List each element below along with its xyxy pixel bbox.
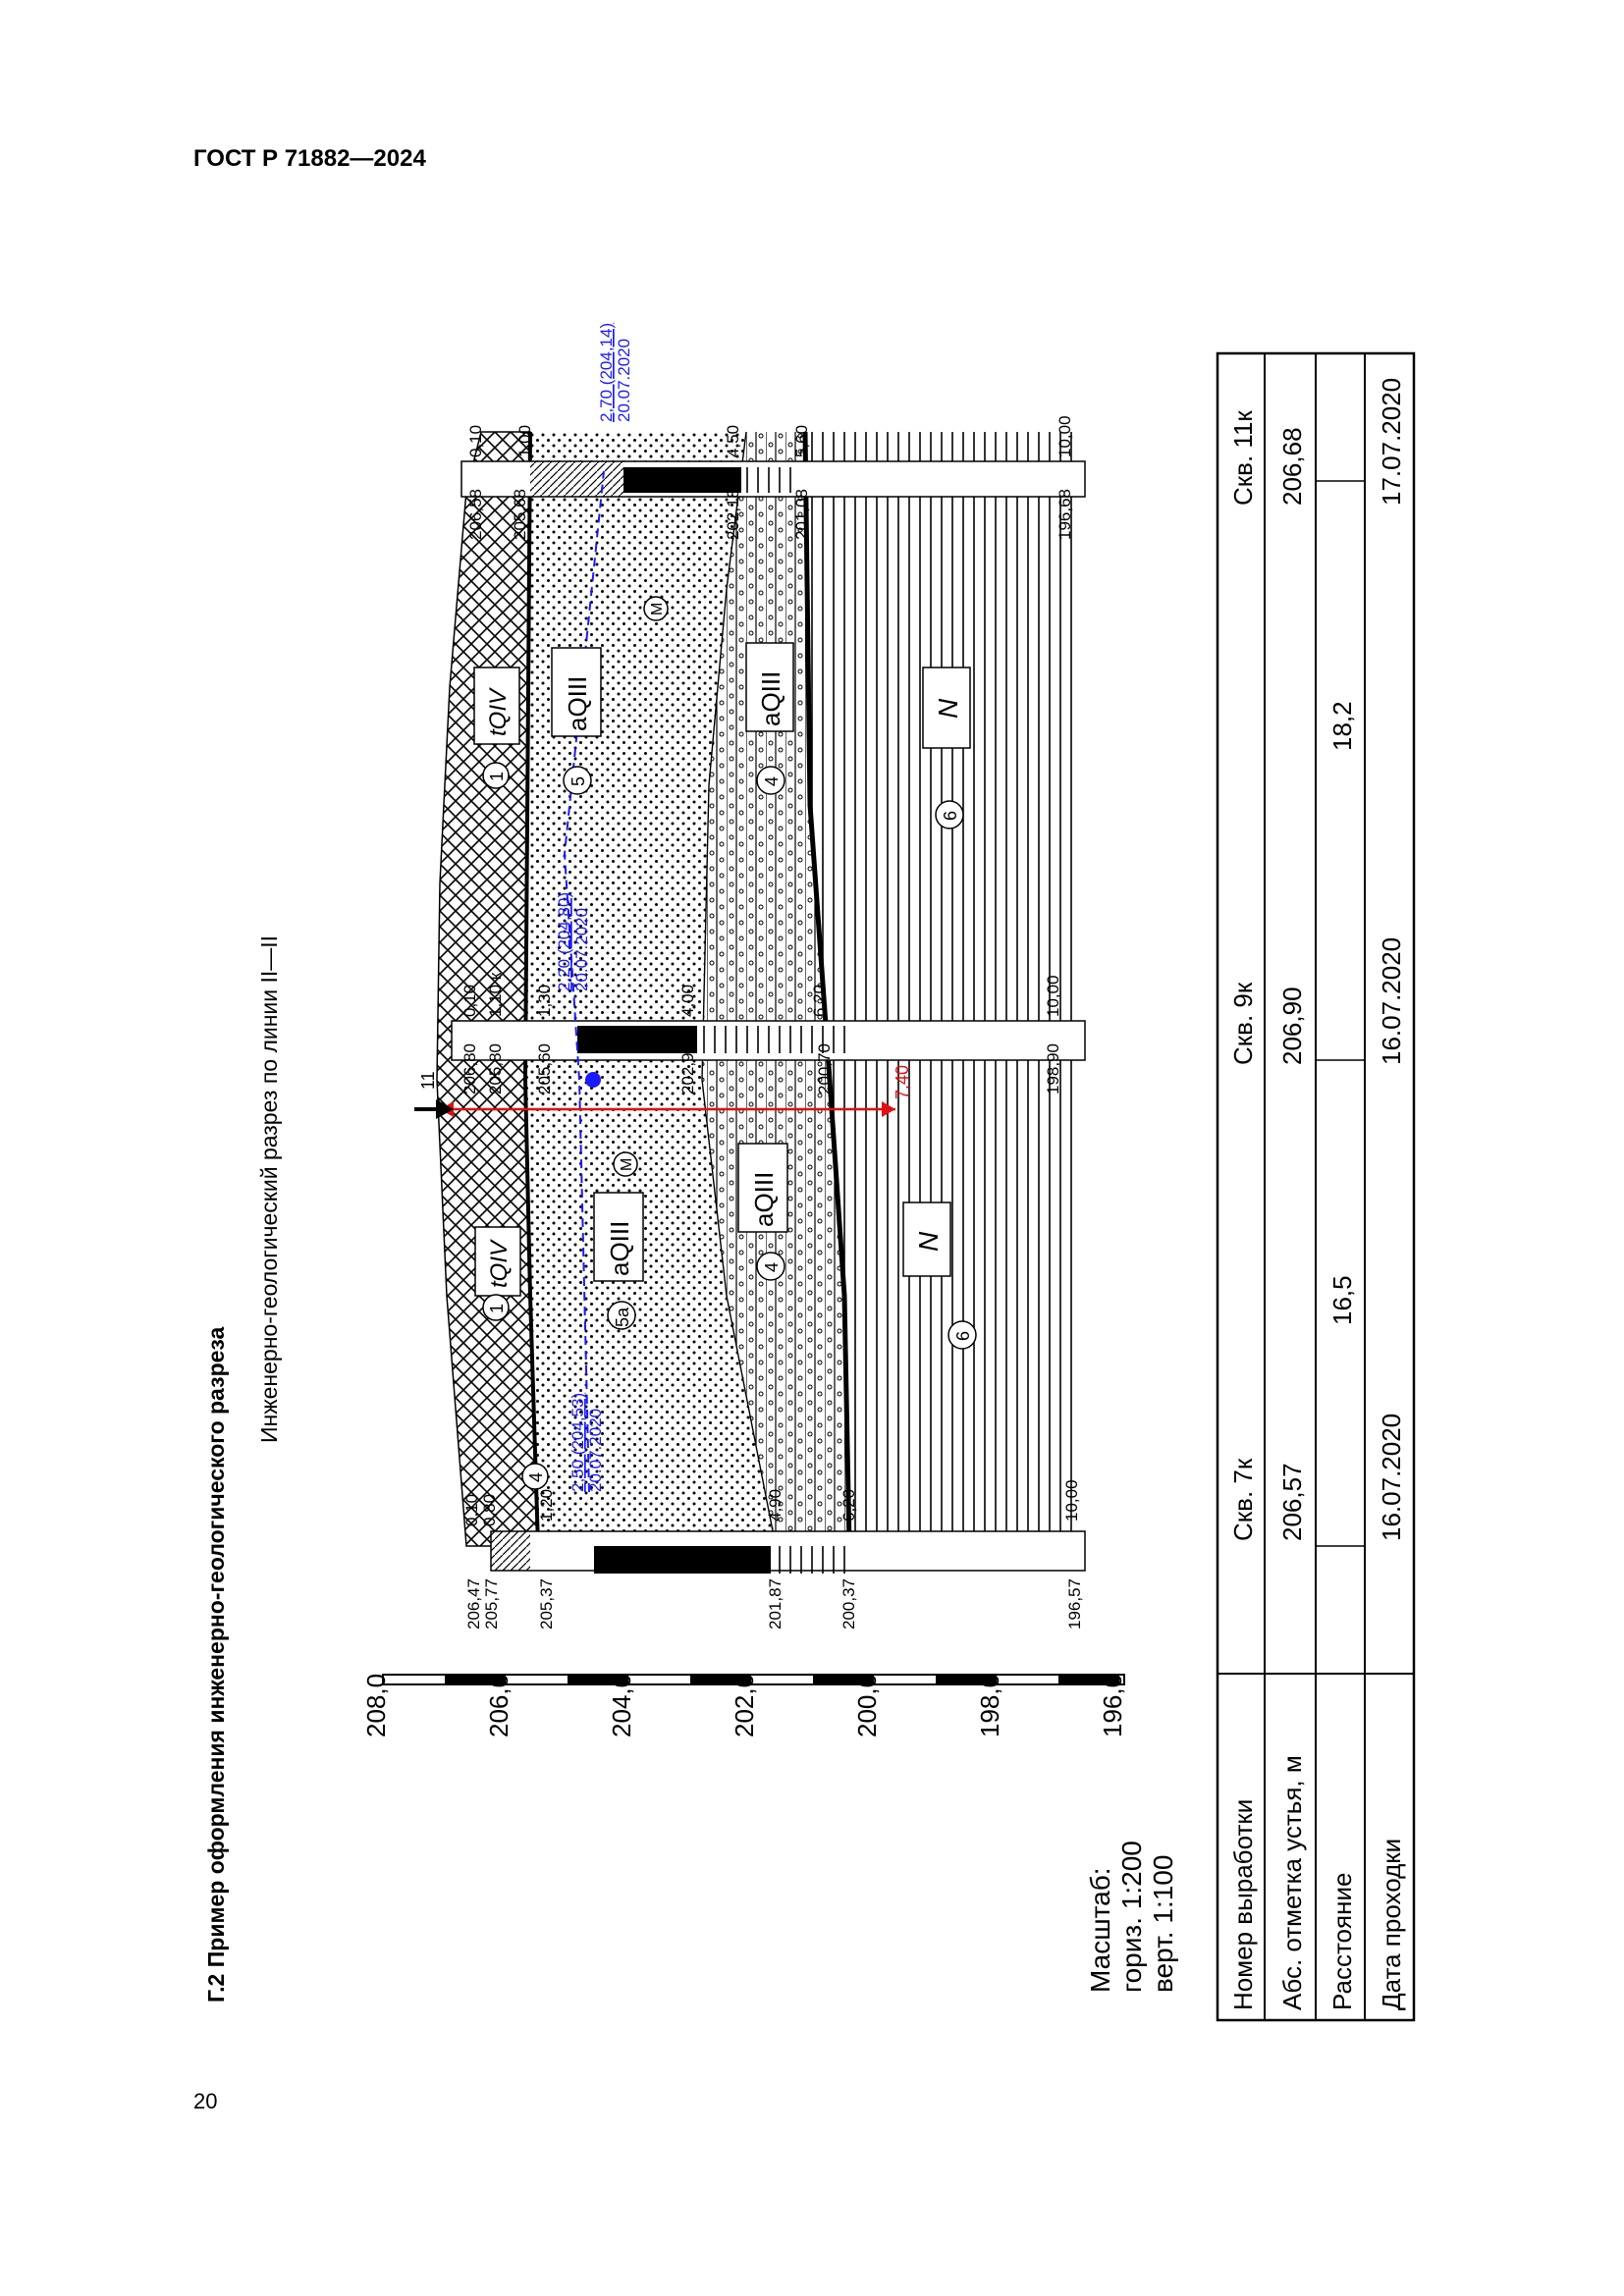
svg-text:201,08: 201,08 (792, 489, 811, 540)
svg-text:0,10: 0,10 (460, 984, 479, 1017)
borehole-data-table (1218, 353, 1414, 2020)
svg-text:М: М (649, 602, 666, 615)
svg-text:198,90: 198,90 (1044, 1043, 1062, 1095)
svg-text:205,77: 205,77 (482, 1578, 501, 1629)
well-11k-date: 17.07.2020 (1377, 377, 1406, 506)
well-7k-name: Скв. 7к (1228, 1458, 1258, 1541)
svg-text:tQIV: tQIV (485, 688, 512, 736)
svg-text:20.07.2020: 20.07.2020 (572, 907, 591, 991)
svg-text:206,80: 206,80 (460, 1043, 479, 1095)
scale-tick-6: 196,0 (1098, 1673, 1127, 1737)
scale-heading: Масштаб: (1085, 1867, 1115, 1993)
row-label-elevation: Абс. отметка устья, м (1277, 1755, 1307, 2010)
svg-text:4,90: 4,90 (766, 1488, 785, 1522)
svg-text:10,00: 10,00 (1056, 415, 1074, 457)
row-label-number: Номер выработки (1228, 1798, 1258, 2010)
strat-label-2 (594, 1193, 643, 1281)
svg-text:196,68: 196,68 (1056, 489, 1074, 540)
strat-label-3 (738, 1144, 787, 1232)
svg-text:5: 5 (568, 775, 588, 786)
distance-1: 16,5 (1327, 1275, 1357, 1325)
vertical-scale-bar (361, 1674, 1127, 1737)
svg-text:0,80: 0,80 (480, 1493, 499, 1526)
svg-text:N: N (913, 1231, 944, 1252)
svg-text:4,50: 4,50 (724, 424, 742, 457)
svg-text:205,68: 205,68 (511, 489, 529, 540)
scale-tick-5: 198,0 (975, 1673, 1004, 1737)
strat-label-4 (903, 1202, 950, 1276)
svg-text:0,10: 0,10 (462, 1493, 481, 1526)
scale-tick-4: 200,0 (852, 1673, 882, 1737)
scale-tick-3: 202,0 (730, 1673, 759, 1737)
strat-label-8 (923, 667, 970, 748)
well-9k-elevation: 206,90 (1277, 987, 1307, 1065)
section-subtitle: Инженерно-геологический разрез по линии II—II (256, 934, 282, 1443)
scale-tick-2: 204,0 (607, 1673, 636, 1737)
row-label-date: Дата проходки (1377, 1838, 1406, 2010)
svg-text:N: N (933, 698, 963, 719)
svg-text:205,80: 205,80 (486, 1043, 505, 1095)
svg-text:200,70: 200,70 (815, 1043, 834, 1095)
svg-text:4: 4 (526, 1471, 546, 1482)
scale-legend (1085, 1841, 1178, 1993)
svg-text:1,00: 1,00 (515, 424, 534, 457)
svg-text:2,70 (204,14): 2,70 (204,14) (597, 322, 616, 422)
svg-text:1: 1 (487, 1303, 507, 1313)
scale-tick-0: 208,0 (361, 1673, 391, 1737)
svg-text:202,90: 202,90 (678, 1043, 697, 1095)
borehole-11k-column (461, 461, 1085, 497)
svg-text:5,60: 5,60 (792, 424, 811, 457)
svg-text:6,20: 6,20 (839, 1488, 858, 1522)
strat-label-7 (746, 643, 793, 731)
svg-text:206,58: 206,58 (466, 489, 485, 540)
strat-label-5 (474, 667, 519, 744)
well-11k-name: Скв. 11к (1228, 410, 1258, 506)
svg-text:1,30: 1,30 (535, 984, 554, 1017)
section-marker-number: 11 (418, 1071, 438, 1090)
svg-text:4,00: 4,00 (678, 984, 697, 1017)
strat-label-1 (475, 1227, 520, 1296)
well-7k-elevation: 206,57 (1277, 1463, 1307, 1541)
svg-text:М: М (619, 1157, 635, 1171)
geological-profile (414, 323, 1085, 1629)
svg-text:aQIII: aQIII (756, 670, 785, 726)
svg-text:200,37: 200,37 (839, 1578, 858, 1629)
well-11k-elevation: 206,68 (1277, 427, 1307, 506)
scale-tick-1: 206,0 (484, 1673, 514, 1737)
svg-text:6: 6 (953, 1330, 973, 1341)
red-depth-label: 7,40 (893, 1064, 912, 1099)
svg-text:202,18: 202,18 (724, 489, 742, 540)
svg-text:4: 4 (762, 1261, 782, 1272)
scale-horizontal: гориз. 1:200 (1116, 1841, 1147, 1993)
svg-text:196,57: 196,57 (1065, 1578, 1084, 1629)
well-7k-date: 16.07.2020 (1377, 1413, 1406, 1541)
svg-text:5а: 5а (613, 1307, 632, 1327)
svg-text:201,87: 201,87 (766, 1578, 785, 1629)
svg-text:206,47: 206,47 (464, 1578, 483, 1629)
svg-text:4: 4 (762, 775, 782, 786)
svg-text:20.07.2020: 20.07.2020 (615, 338, 633, 422)
svg-text:2,20 (204,80): 2,20 (204,80) (555, 891, 573, 991)
strat-label-6 (552, 648, 601, 736)
document-header: ГОСТ Р 71882—2024 (193, 145, 426, 172)
well-9k-date: 16.07.2020 (1377, 936, 1406, 1065)
borehole-7k-column (491, 1531, 1085, 1574)
page-number: 20 (193, 2089, 218, 2113)
svg-text:6,20: 6,20 (810, 984, 829, 1017)
svg-text:1,10 к: 1,10 к (486, 972, 505, 1017)
svg-text:2,50 (204,53): 2,50 (204,53) (568, 1392, 587, 1492)
well-9k-name: Скв. 9к (1228, 982, 1258, 1065)
svg-text:1,20: 1,20 (537, 1488, 556, 1522)
svg-text:1: 1 (487, 771, 507, 781)
svg-text:tQIV: tQIV (486, 1240, 513, 1288)
svg-text:10,00: 10,00 (1062, 1479, 1081, 1522)
svg-text:205,60: 205,60 (535, 1043, 554, 1095)
section-title: Г.2 Пример оформления инженерно-геологического разреза (203, 1326, 229, 2002)
svg-text:205,37: 205,37 (537, 1578, 556, 1629)
svg-text:aQIII: aQIII (563, 675, 592, 731)
svg-text:10,00: 10,00 (1044, 975, 1062, 1017)
row-label-distance: Расстояние (1327, 1872, 1357, 2010)
distance-2: 18,2 (1327, 701, 1357, 751)
svg-text:0,10: 0,10 (466, 424, 485, 457)
scale-vertical: верт. 1:100 (1148, 1854, 1178, 1993)
svg-text:20.07.2020: 20.07.2020 (586, 1408, 605, 1492)
svg-text:aQIII: aQIII (605, 1220, 634, 1276)
svg-text:aQIII: aQIII (749, 1171, 779, 1227)
svg-text:6: 6 (941, 810, 960, 821)
